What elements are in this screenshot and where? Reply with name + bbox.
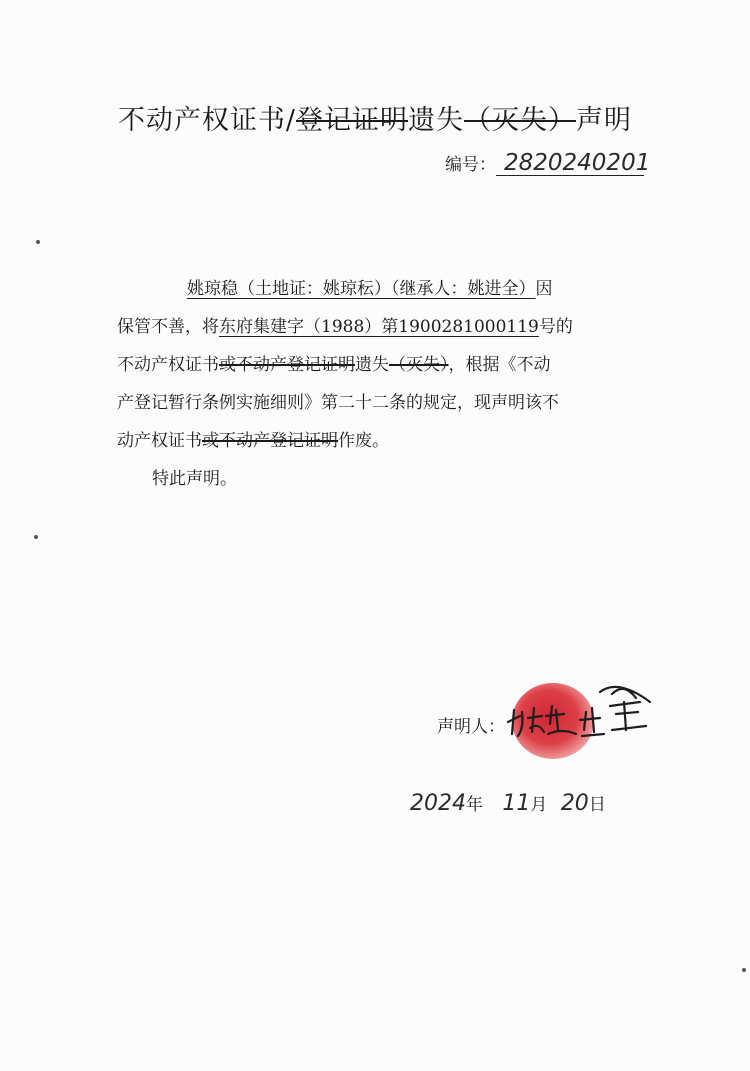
scan-speck xyxy=(36,240,40,244)
document-number xyxy=(445,150,651,176)
certificate-number: 东府集建字（1988）第1900281000119 xyxy=(219,317,539,337)
declaration-body xyxy=(117,270,637,498)
closing-line: 特此声明。 xyxy=(152,469,237,489)
number-label: 编号： xyxy=(445,155,496,175)
scan-speck xyxy=(34,535,38,539)
number-value: 2820240201 xyxy=(496,151,644,176)
handwritten-signature xyxy=(500,672,660,752)
scan-speck xyxy=(742,968,746,972)
declarant-label: 声明人： xyxy=(437,717,505,737)
document-title: 不动产权证书/登记证明遗失（灭失）声明 xyxy=(117,105,633,136)
body-line-5: 动产权证书或不动产登记证明作废。 xyxy=(117,431,389,451)
body-line-3: 不动产权证书或不动产登记证明遗失（灭失），根据《不动 xyxy=(117,355,551,375)
body-line-4: 产登记暂行条例实施细则》第二十二条的规定，现声明该不 xyxy=(117,393,559,413)
owner-name: 姚琼稳（土地证：姚琼秐）（继承人：姚进全） xyxy=(187,279,536,299)
declaration-date: 2024年 11月 20日 xyxy=(410,791,606,816)
body-line-2: 保管不善，将东府集建字（1988）第1900281000119号的 xyxy=(117,317,573,337)
body-line-1: 姚琼稳（土地证：姚琼秐）（继承人：姚进全）因 xyxy=(187,279,553,299)
